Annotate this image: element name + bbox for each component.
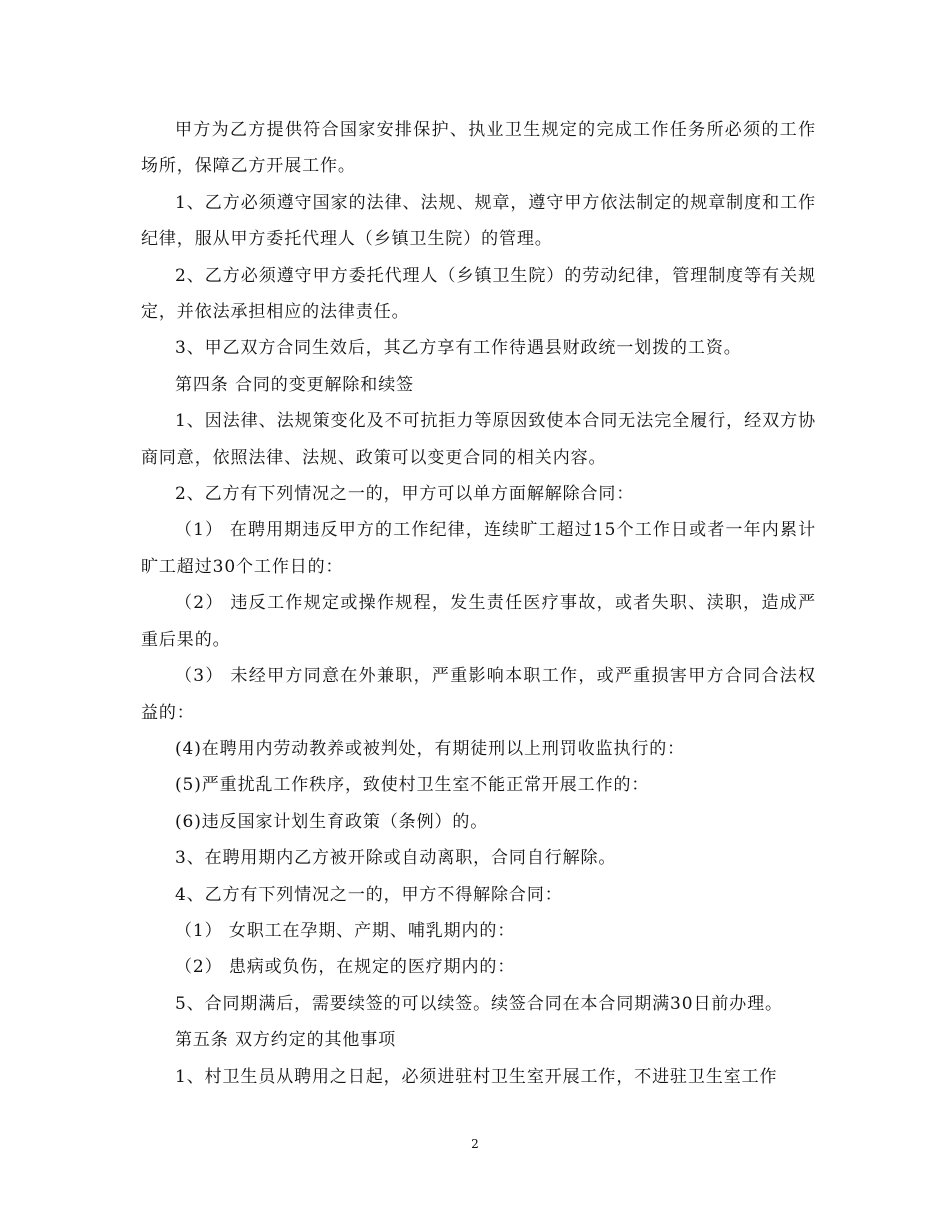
- paragraph-article-5-clause-1: 1、村卫生员从聘用之日起，必须进驻村卫生室开展工作，不进驻卫生室工作: [175, 1066, 778, 1087]
- paragraph-workplace-provision: 甲方为乙方提供符合国家安排保护、执业卫生规定的完成工作任务所必须的工作场所，保障乙方开展工作。: [141, 120, 816, 177]
- list-item-termination-1: （1） 在聘用期违反甲方的工作纪律，连续旷工超过15个工作日或者一年内累计旷工超过30个工作日的：: [141, 520, 816, 577]
- list-item-protection-1: （1） 女职工在孕期、产期、哺乳期内的：: [175, 920, 516, 941]
- paragraph-article-4-clause-4: 4、乙方有下列情况之一的，甲方不得解除合同：: [175, 884, 563, 905]
- section-heading-article-5: 第五条 双方约定的其他事项: [175, 1030, 397, 1051]
- document-body: [141, 112, 816, 1095]
- page-number: 2: [471, 1137, 479, 1151]
- paragraph-article-4-clause-1: 1、因法律、法规策变化及不可抗拒力等原因致使本合同无法完全履行，经双方协商同意，依照法律、法规、政策可以变更合同的相关内容。: [141, 411, 816, 468]
- section-heading-article-4: 第四条 合同的变更解除和续签: [175, 374, 415, 395]
- paragraph-article-4-clause-5: 5、合同期满后，需要续签的可以续签。续签合同在本合同期满30日前办理。: [175, 993, 783, 1014]
- paragraph-clause-1-obey-laws: 1、乙方必须遵守国家的法律、法规、规章，遵守甲方依法制定的规章制度和工作纪律，服从甲方委托代理人（乡镇卫生院）的管理。: [141, 192, 816, 250]
- list-item-termination-5: (5)严重扰乱工作秩序，致使村卫生室不能正常开展工作的：: [175, 775, 650, 796]
- list-item-termination-4: (4)在聘用内劳动教养或被判处，有期徒刑以上刑罚收监执行的：: [175, 738, 686, 759]
- list-item-protection-2: （2） 患病或负伤，在规定的医疗期内的：: [175, 957, 516, 978]
- list-item-termination-2: （2） 违反工作规定或操作规程，发生责任医疗事故，或者失职、渎职，造成严重后果的。: [141, 593, 816, 650]
- list-item-termination-6: (6)违反国家计划生育政策（条例）的。: [175, 811, 489, 832]
- paragraph-clause-2-labor-discipline: 2、乙方必须遵守甲方委托代理人（乡镇卫生院）的劳动纪律，管理制度等有关规定，并依法承担相应的法律责任。: [141, 265, 816, 323]
- list-item-termination-3: （3） 未经甲方同意在外兼职，严重影响本职工作，或严重损害甲方合同合法权益的：: [141, 666, 816, 723]
- paragraph-article-4-clause-3: 3、在聘用期内乙方被开除或自动离职，合同自行解除。: [175, 848, 617, 869]
- paragraph-article-4-clause-2: 2、乙方有下列情况之一的，甲方可以单方面解解除合同：: [175, 484, 635, 505]
- paragraph-clause-3-salary: 3、甲乙双方合同生效后，其乙方享有工作待遇县财政统一划拨的工资。: [175, 338, 742, 359]
